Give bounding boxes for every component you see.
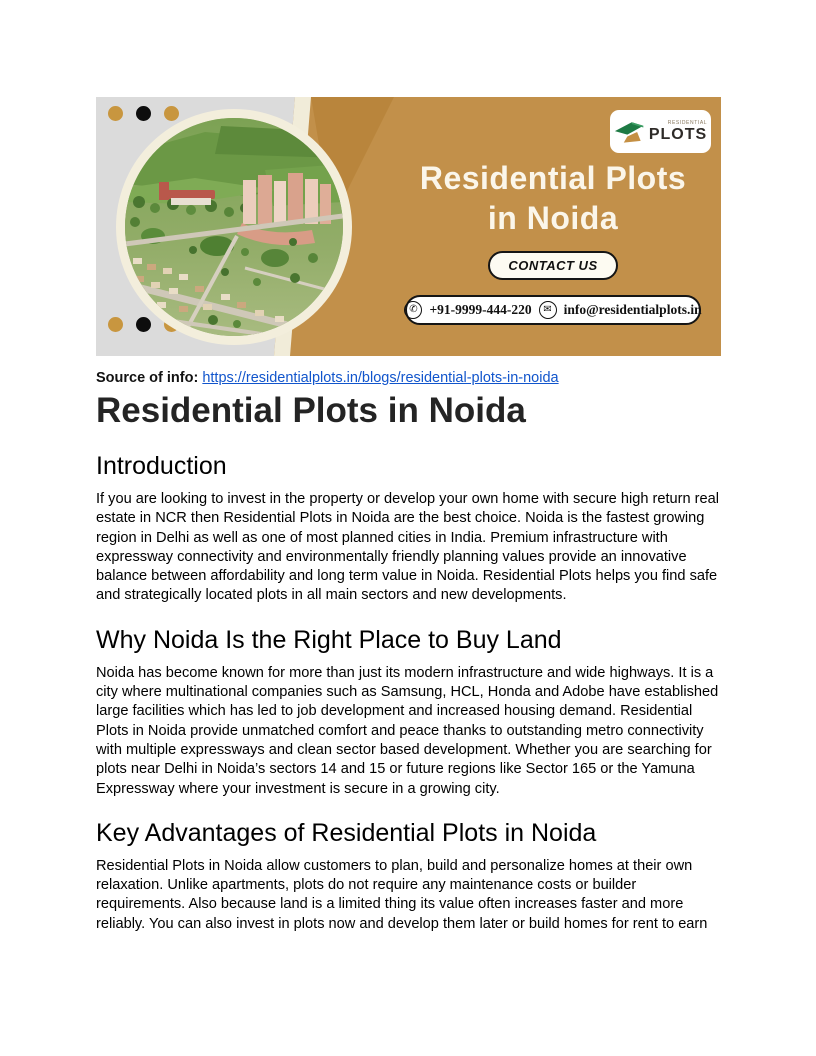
banner-image [96, 97, 721, 356]
banner-title-line1: Residential Plots [419, 160, 687, 196]
section-paragraph: Noida has become known for more than just its modern infrastructure and wide highways. It is a city where multinational companies such as Samsung, HCL, Honda and Adobe have established large facilities which has led to job development and increased housing demand. Residential Plots in Noida provide unmatched comfort and peace thanks to outstanding metro connectivity with multiple expressways and clean sector based development. Whether you are searching for plots near Delhi in Noida’s sectors 14 and 15 or future regions like Sector 165 or the Yamuna Expressway where your investment is secure in a growing city. [96, 664, 719, 797]
section-paragraph: If you are looking to invest in the property or develop your own home with secure high return real estate in NCR then Residential Plots in Noida are the best choice. Noida is the fastest growing region in Delhi as well as one of most planned cities in India. Premium infrastructure with expressway connectivity and environmentally friendly planning values provide an innovative balance between affordability and long term value in Noida. Residential Plots helps you find safe and strategically located plots in all main sectors and new developments. [96, 491, 720, 604]
section-heading: Why Noida Is the Right Place to Buy Land [96, 625, 562, 654]
aerial-township-art [125, 118, 343, 336]
dot-black [136, 317, 151, 332]
phone-number[interactable]: +91-9999-444-220 [429, 302, 532, 317]
banner-title [420, 158, 686, 238]
decorative-dots-top [108, 106, 179, 121]
source-line [96, 369, 720, 387]
banner-right-column [399, 97, 707, 356]
page-title: Residential Plots in Noida [96, 391, 526, 430]
source-link[interactable]: https://residentialplots.in/blogs/residential-plots-in-noida [202, 370, 559, 386]
dot-gold [108, 106, 123, 121]
logo-plots-label: PLOTS [648, 125, 708, 143]
section-paragraph: Residential Plots in Noida allow customers to plan, build and personalize homes at their own relaxation. Unlike apartments, plots do not require any maintenance costs or builder requirements. Also because land is a limited thing its value often increases faster and more reliably. You can also invest in plots now and develop them later or build homes for rent to earn [96, 857, 708, 932]
section-introduction [96, 452, 720, 606]
dot-gold [108, 317, 123, 332]
banner-title-line2: in Noida [487, 200, 619, 236]
phone-icon: ✆ [404, 301, 422, 319]
contact-us-button[interactable]: CONTACT US [488, 251, 617, 280]
section-why-noida [96, 626, 720, 799]
section-key-advantages [96, 819, 720, 934]
mail-icon: ✉ [539, 301, 557, 319]
aerial-township-image [116, 109, 352, 345]
contact-info-bar [405, 295, 701, 325]
dot-black [136, 106, 151, 121]
logo-residential-label: RESIDENTIAL [667, 119, 708, 126]
section-heading: Introduction [96, 452, 227, 480]
dot-gold [164, 106, 179, 121]
section-heading: Key Advantages of Residential Plots in Noida [96, 818, 597, 847]
source-label: Source of info: [96, 370, 199, 386]
email-address[interactable]: info@residentialplots.in [563, 302, 702, 317]
